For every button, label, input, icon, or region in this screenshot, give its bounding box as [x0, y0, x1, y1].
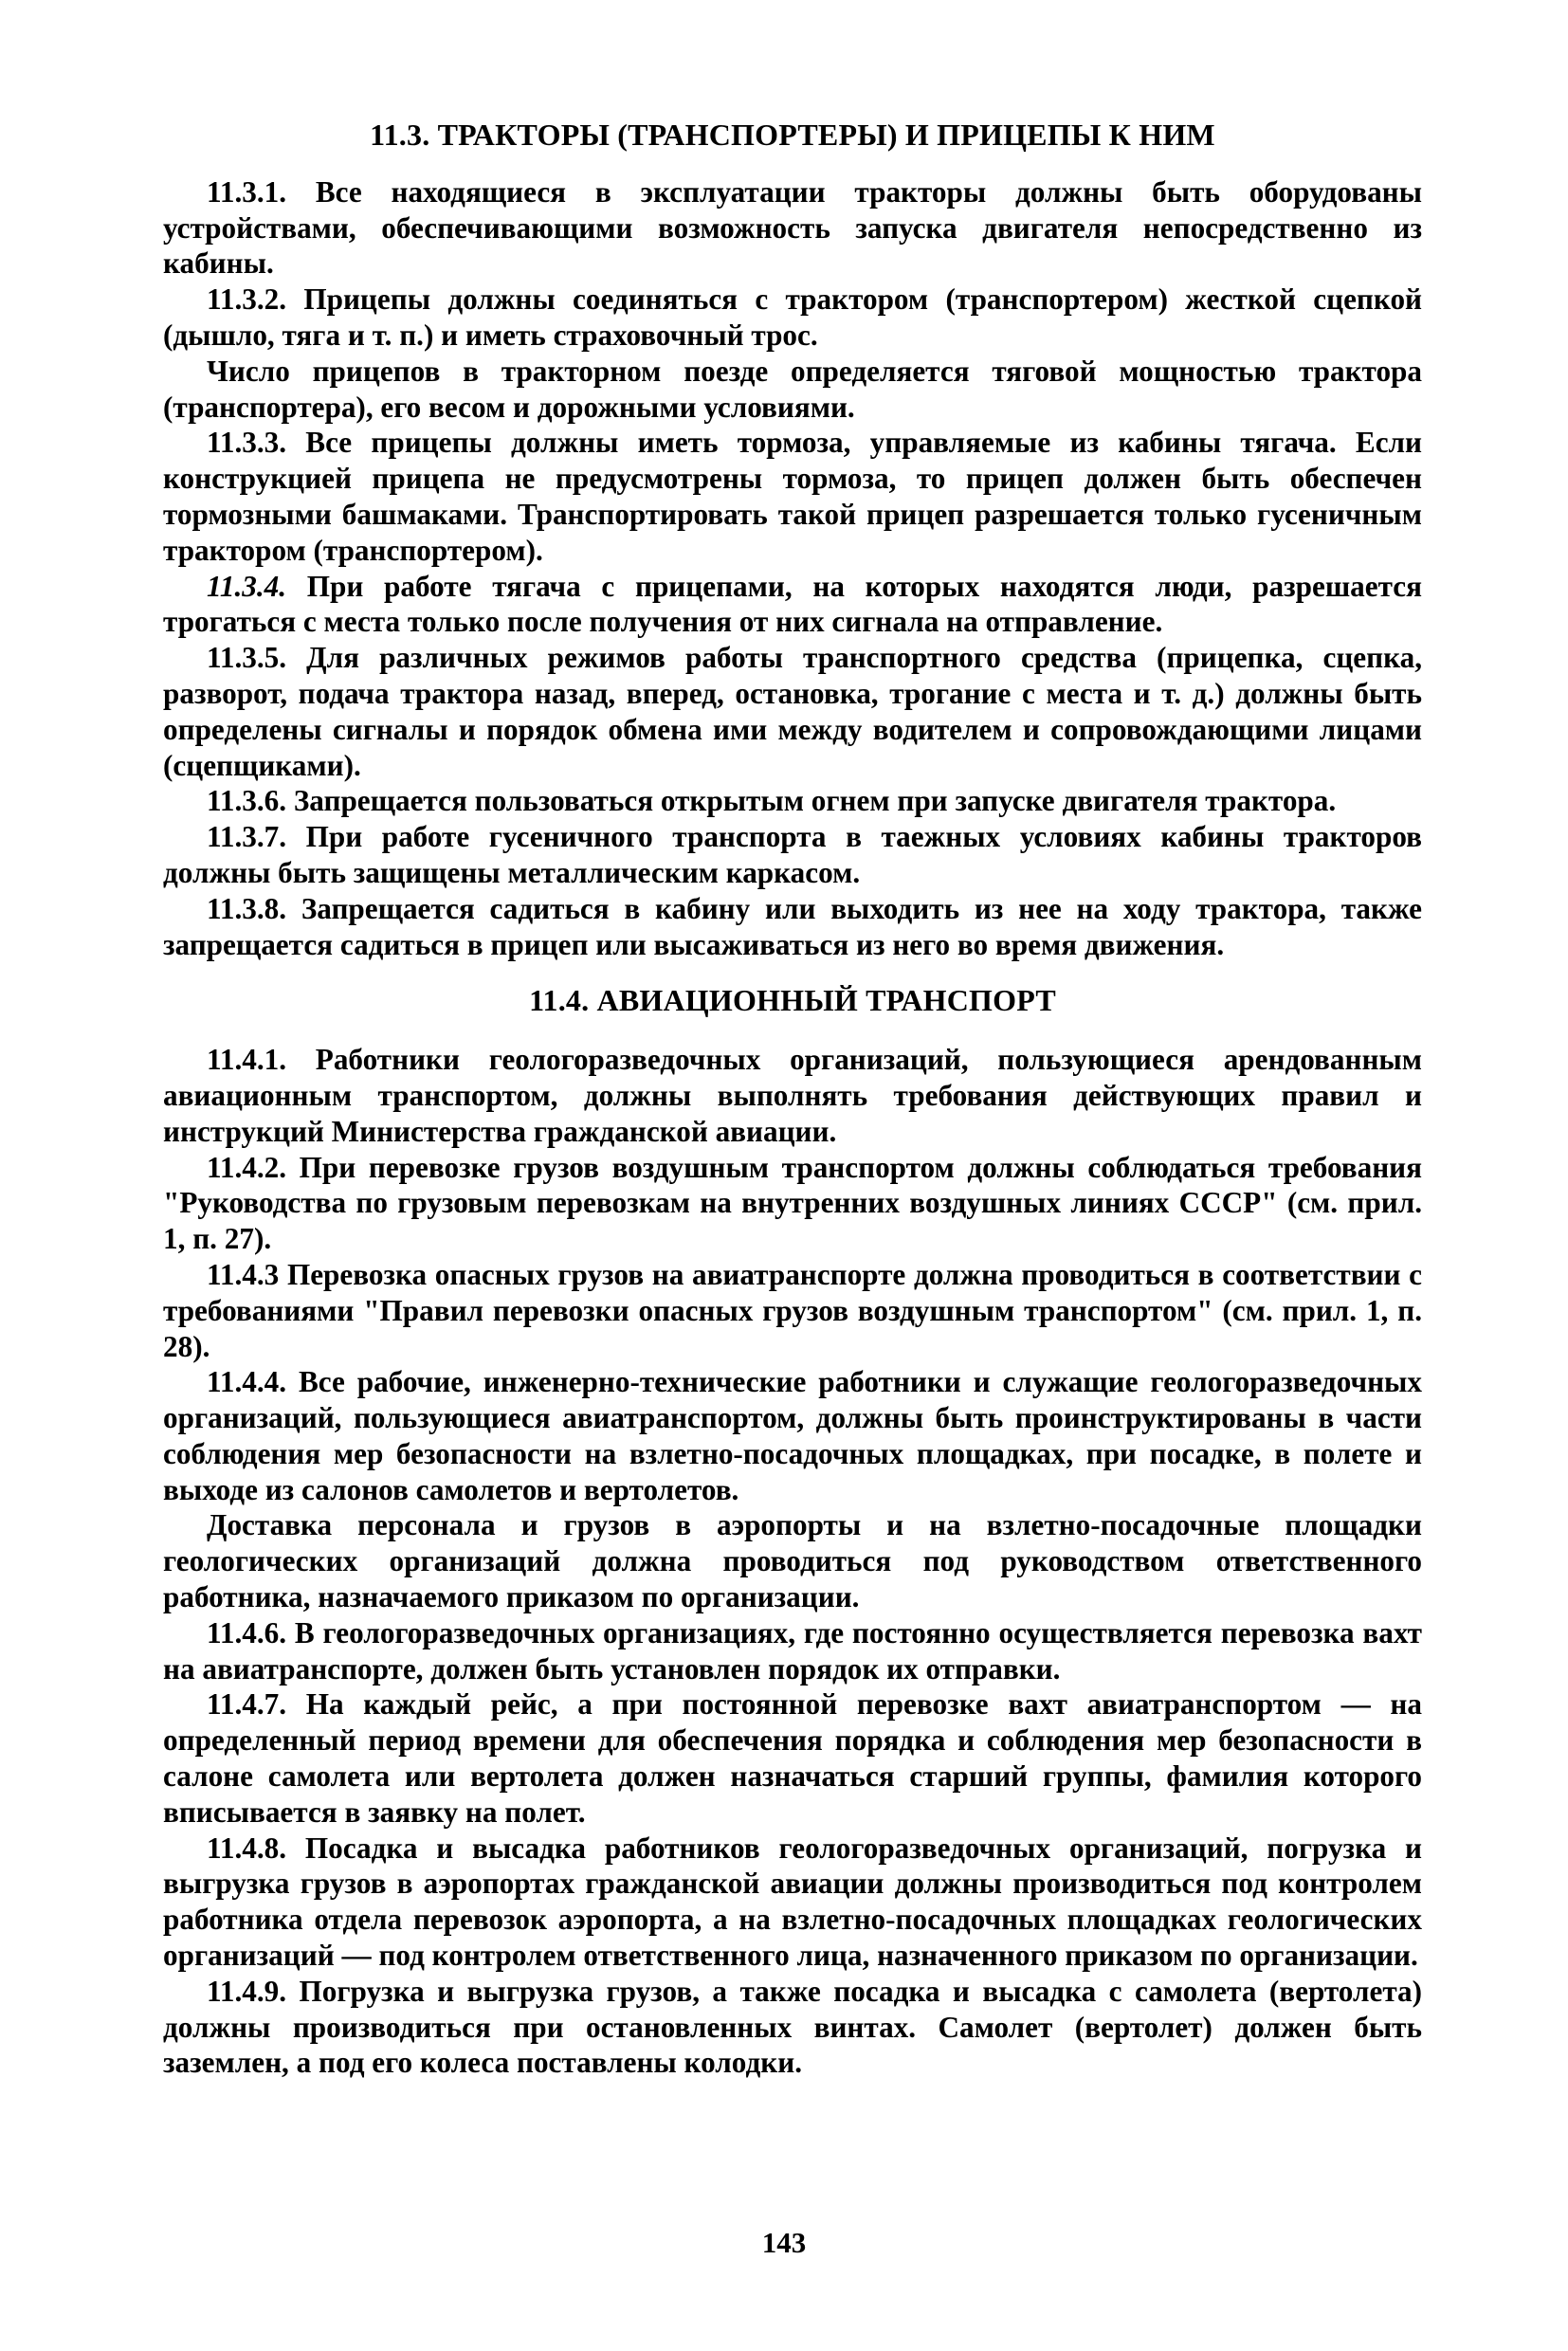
paragraph-11-4-6: [163, 1615, 1422, 1687]
paragraph-11-3-1: [163, 174, 1422, 282]
paragraph-trailer-count: [163, 354, 1422, 426]
paragraph-11-4-4: [163, 1364, 1422, 1507]
paragraph-text: Доставка персонала и грузов в аэропорты и на взлетно-посадочные площадки геологических организаций должна проводиться под руководством ответственного работника, назначаемого приказом по организации.: [163, 1508, 1422, 1614]
paragraph-11-4-3: [163, 1257, 1422, 1364]
paragraph-number: 11.4.6.: [207, 1615, 287, 1649]
paragraph-11-4-8: [163, 1831, 1422, 1974]
paragraph-number: 11.3.1.: [207, 174, 287, 209]
paragraph-text: На каждый рейс, а при постоянной перевозке вахт авиатранспортом — на определенный период времени для обеспечения порядка и соблюдения мер безопасности в салоне самолета или вертолета должен назначаться старший группы, фамилия которого вписывается в заявку на полет.: [163, 1687, 1423, 1829]
paragraph-11-3-3: [163, 425, 1422, 568]
paragraph-text: Перевозка опасных грузов на авиатранспорте должна проводиться в соответствии с требованиями "Правил перевозки опасных грузов воздушным транспортом" (см. прил. 1, п. 28).: [163, 1257, 1422, 1363]
paragraph-text: Работники геологоразведочных организаций, пользующиеся арендованным авиационным транспортом, должны выполнять требования действующих правил и инструкций Министерства гражданской авиации.: [163, 1043, 1423, 1148]
paragraph-text: При работе гусеничного транспорта в таежных условиях кабины тракторов должны быть защищены металлическим каркасом.: [163, 820, 1422, 889]
paragraph-text: Все находящиеся в эксплуатации тракторы должны быть оборудованы устройствами, обеспечивающими возможность запуска двигателя непосредственно из кабины.: [163, 174, 1422, 281]
paragraph-personnel-delivery: [163, 1507, 1422, 1614]
paragraph-number: 11.3.2.: [207, 282, 287, 317]
paragraph-number: 11.3.5.: [207, 641, 287, 675]
paragraph-text: Число прицепов в тракторном поезде определяется тяговой мощностью трактора (транспортера), его весом и дорожными условиями.: [163, 354, 1422, 424]
paragraph-11-3-2: [163, 282, 1422, 354]
paragraph-11-3-8: [163, 891, 1422, 963]
paragraph-text: Посадка и высадка работников геологоразведочных организаций, погрузка и выгрузка грузов в аэропортах гражданской авиации должны производиться под контролем работника отдела перевозок аэропорта, а на взлетно-посадочных площадках геологических организаций — под контролем ответственного лица, назначенного приказом по организации.: [163, 1831, 1422, 1973]
paragraph-text: Для различных режимов работы транспортного средства (прицепка, сцепка, разворот, подача трактора назад, вперед, остановка, трогание с места и т. д.) должны быть определены сигналы и порядок обмена ими между водителем и сопровождающими лицами (сцепщиками).: [163, 641, 1423, 782]
paragraph-11-4-2: [163, 1150, 1422, 1257]
paragraph-number: 11.4.8.: [207, 1831, 287, 1865]
paragraph-number: 11.4.2.: [207, 1150, 287, 1184]
paragraph-text: Все прицепы должны иметь тормоза, управляемые из кабины тягача. Если конструкцией прицепа не предусмотрены тормоза, то прицеп должен быть обеспечен тормозными башмаками. Транспортировать такой прицеп разрешается только гусеничным трактором (транспортером).: [163, 426, 1423, 567]
section-title-11-4: 11.4. АВИАЦИОННЫЙ ТРАНСПОРТ: [529, 983, 1056, 1018]
paragraph-number: 11.4.7.: [207, 1687, 287, 1722]
paragraph-number: 11.4.9.: [207, 1974, 287, 2008]
paragraph-text: Прицепы должны соединяться с трактором (транспортером) жесткой сцепкой (дышло, тяга и т. п.) и иметь страховочный трос.: [163, 282, 1423, 352]
paragraph-number: 11.3.3.: [207, 426, 287, 460]
paragraph-text: Запрещается пользоваться открытым огнем при запуске двигателя трактора.: [293, 784, 1337, 818]
paragraph-11-4-9: [163, 1974, 1422, 2081]
section-title-11-3: 11.3. ТРАКТОРЫ (ТРАНСПОРТЕРЫ) И ПРИЦЕПЫ К НИМ: [370, 118, 1215, 152]
paragraph-number: 11.3.8.: [207, 891, 287, 925]
page-content: [163, 118, 1422, 2081]
paragraph-text: При работе тягача с прицепами, на которых находятся люди, разрешается трогаться с места только после получения от них сигнала на отправление.: [163, 569, 1422, 639]
paragraph-11-3-4: [163, 569, 1422, 641]
paragraph-number: 11.3.7.: [207, 820, 287, 854]
paragraph-number: 11.3.6.: [207, 784, 287, 818]
page-number: 143: [761, 2226, 807, 2259]
paragraph-11-3-7: [163, 819, 1422, 891]
paragraph-11-4-7: [163, 1686, 1422, 1830]
paragraph-number: 11.4.1.: [207, 1043, 287, 1077]
paragraph-text: Запрещается садиться в кабину или выходить из нее на ходу трактора, также запрещается садиться в прицеп или высаживаться из него во время движения.: [163, 891, 1422, 961]
paragraph-text: В геологоразведочных организациях, где постоянно осуществляется перевозка вахт на авиатранспорте, должен быть установлен порядок их отправки.: [163, 1615, 1423, 1686]
paragraph-text: При перевозке грузов воздушным транспортом должны соблюдаться требования "Руководства по грузовым перевозкам на внутренних воздушных линиях СССР" (см. прил. 1, п. 27).: [163, 1150, 1423, 1256]
paragraph-number: 11.3.4.: [207, 569, 287, 603]
paragraph-text: Все рабочие, инженерно-технические работники и служащие геологоразведочных организаций, пользующиеся авиатранспортом, должны быть проинструктированы в части соблюдения мер безопасности на взлетно-посадочных площадках, при посадке, в полете и выходе из салонов самолетов и вертолетов.: [163, 1365, 1422, 1506]
paragraph-11-3-5: [163, 640, 1422, 783]
paragraph-text: Погрузка и выгрузка грузов, а также посадка и высадка с самолета (вертолета) должны производиться при остановленных винтах. Самолет (вертолет) должен быть заземлен, а под его колеса поставлены колодки.: [163, 1974, 1422, 2080]
paragraph-number: 11.4.4.: [207, 1365, 287, 1399]
paragraph-number: 11.4.3: [207, 1257, 280, 1291]
paragraph-11-4-1: [163, 1042, 1422, 1149]
paragraph-11-3-6: [163, 783, 1422, 819]
